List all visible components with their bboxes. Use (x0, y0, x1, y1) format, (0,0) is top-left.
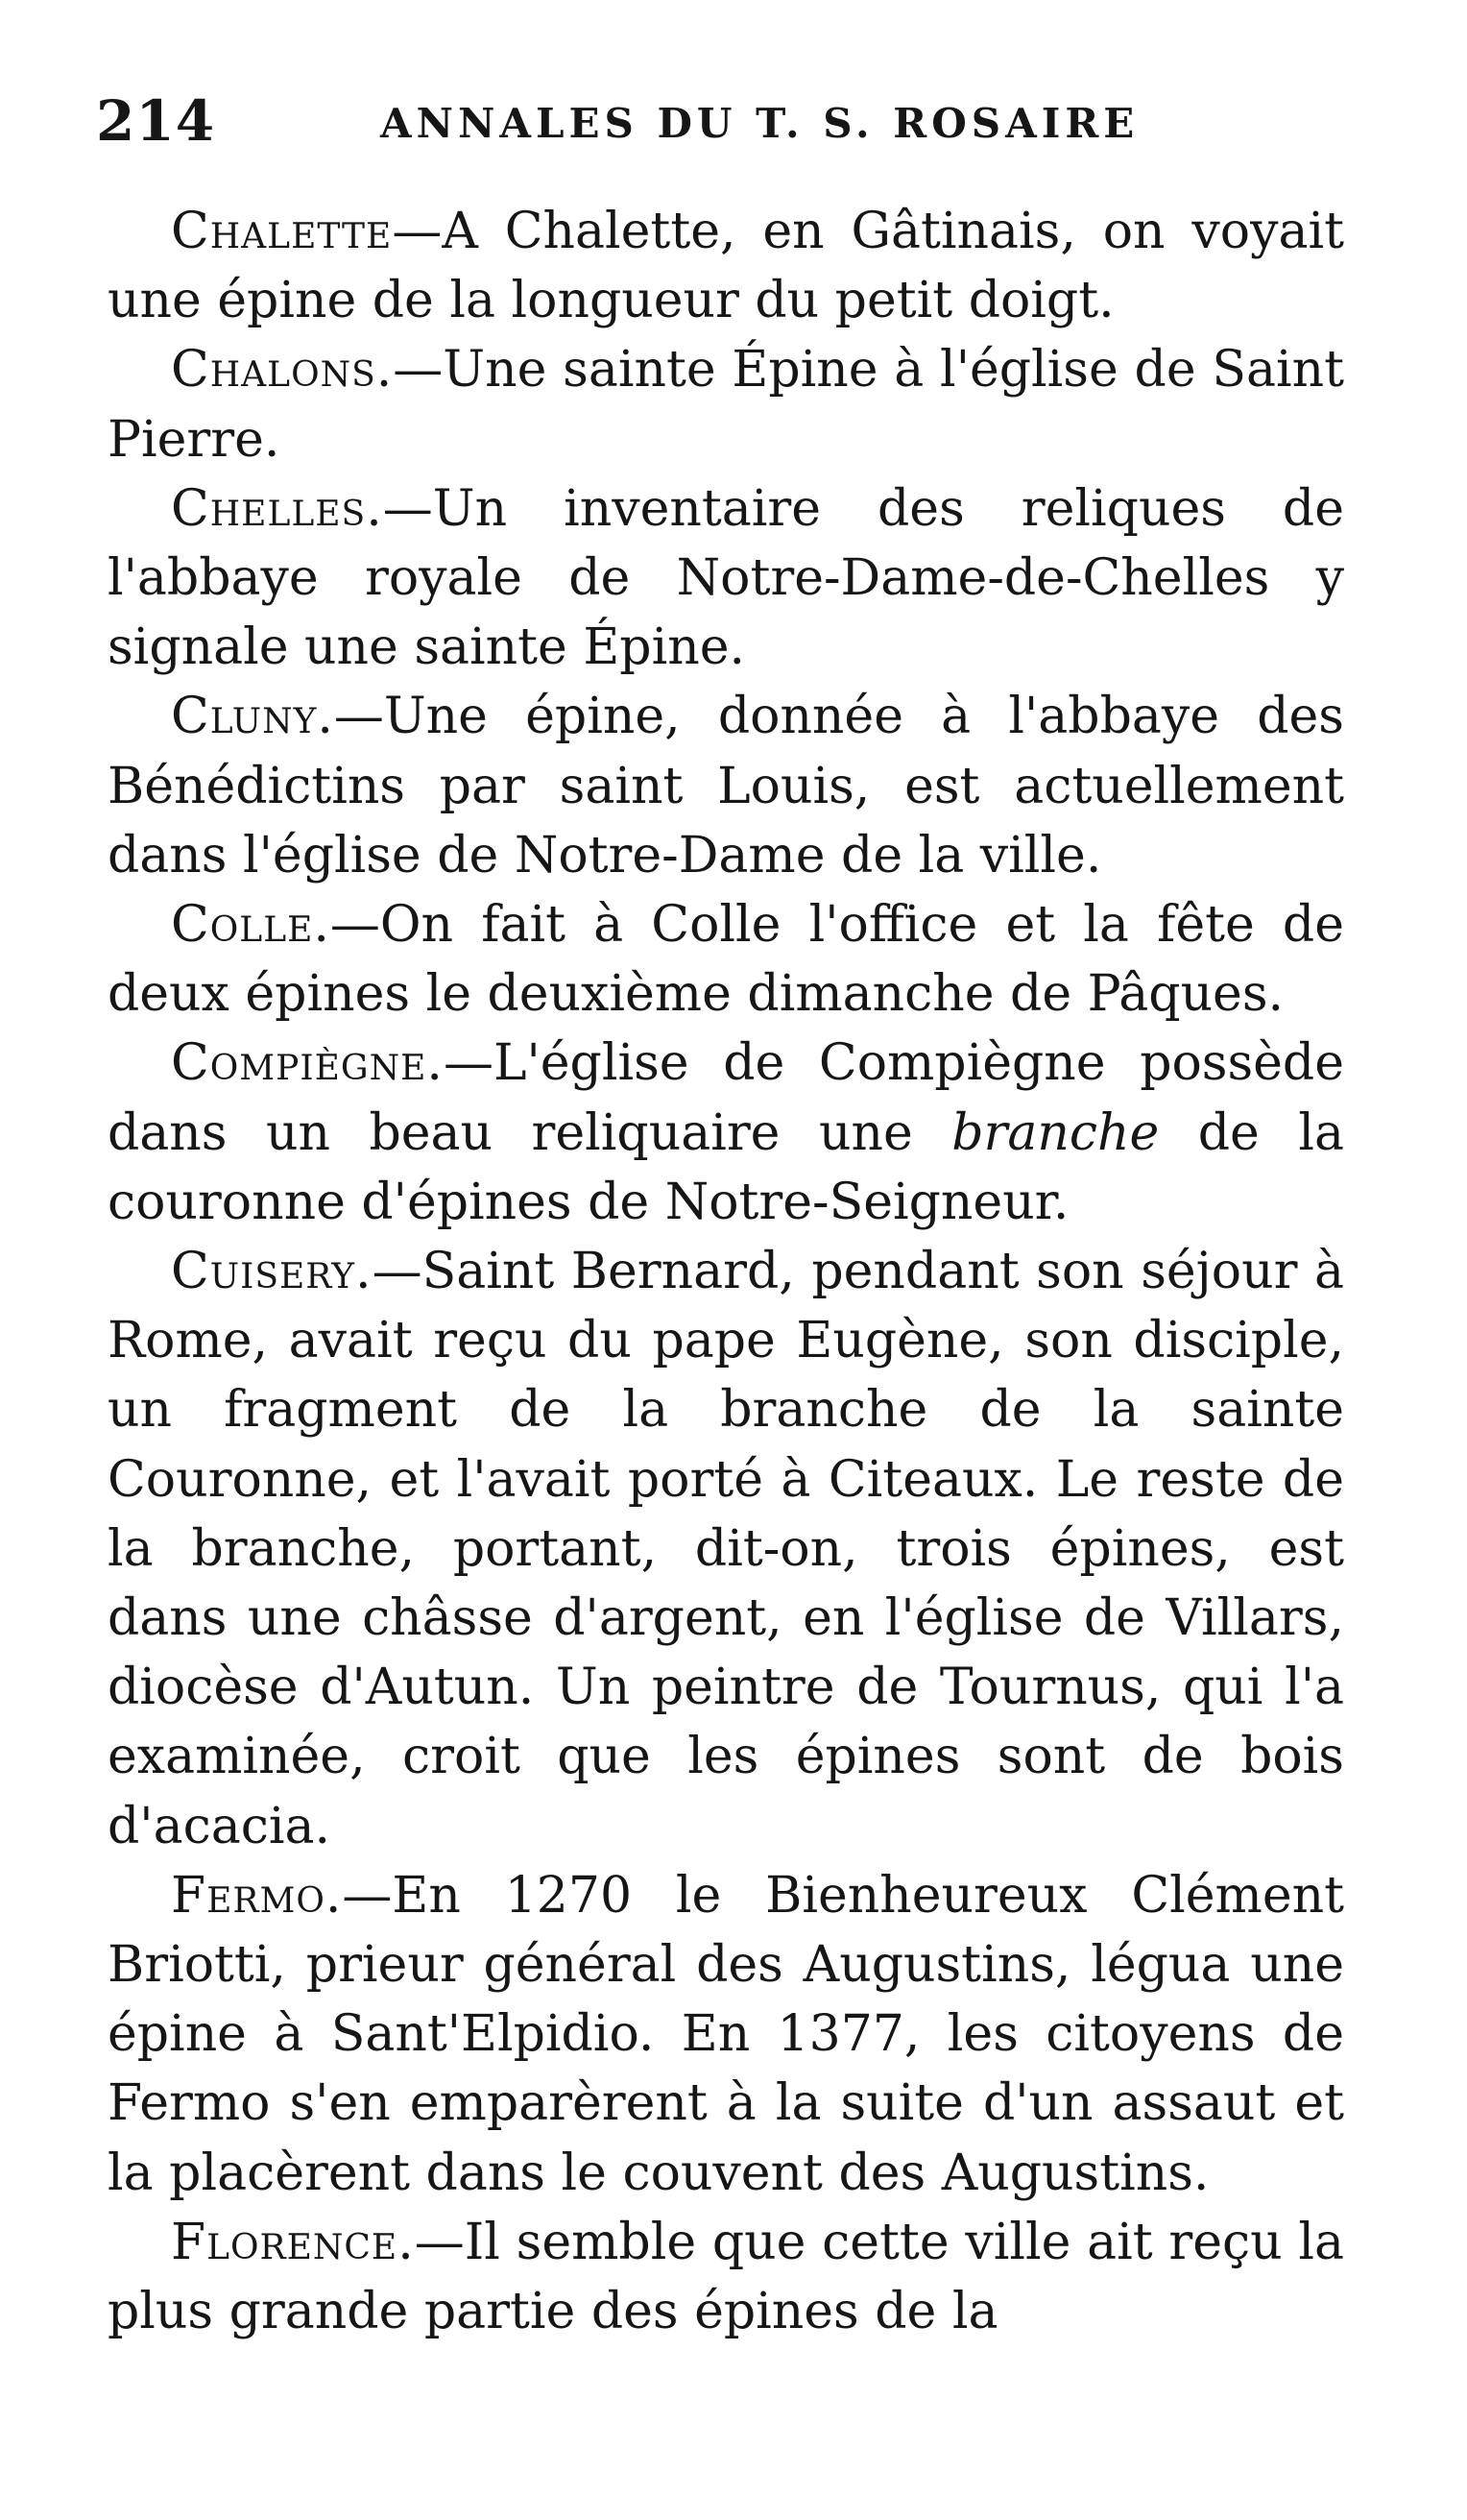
entry-heading: Cuisery. (171, 1243, 373, 1301)
entry-text: —Il semble que cette ville ait reçu la plus grande partie des épines de la (108, 2213, 1344, 2341)
entry-text: —En 1270 le Bienheureux Clément Briotti, prieur général des Augustins, légua une épine à Sant'Elpidio. En 1377, les citoyens de Fermo s'en emparèrent à la suite d'un assaut et la placèrent dans le couvent des Augustins. (108, 1866, 1344, 2202)
entry-fermo (108, 1861, 1344, 2208)
entry-chelles (108, 474, 1344, 683)
entry-text-after: de la couronne d'épines de Notre-Seigneur. (108, 1103, 1344, 1231)
entry-chalette (108, 197, 1344, 335)
entry-heading: Florence. (171, 2213, 415, 2271)
entry-text: —Une épine, donnée à l'abbaye des Bénédictins par saint Louis, est actuellement dans l'église de Notre-Dame de la ville. (108, 688, 1344, 884)
entry-heading: Cluny. (171, 688, 334, 746)
entry-text: —On fait à Colle l'office et la fête de deux épines le deuxième dimanche de Pâques. (108, 896, 1344, 1024)
entry-heading: Fermo. (171, 1866, 343, 1925)
entry-text: —Un inventaire des reliques de l'abbaye royale de Notre-Dame-de-Chelles y signale une sainte Épine. (108, 479, 1344, 677)
entry-text: —Une sainte Épine à l'église de Saint Pierre. (108, 341, 1344, 469)
entry-florence (108, 2208, 1344, 2346)
page-header (96, 88, 1344, 165)
entry-compiegne (108, 1029, 1344, 1237)
entry-cluny (108, 682, 1344, 890)
entry-heading: Compiègne. (171, 1034, 444, 1093)
entry-colle (108, 890, 1344, 1029)
entry-italic-word: branche (951, 1103, 1160, 1162)
entry-heading: Chelles. (171, 479, 383, 538)
body-text (108, 197, 1344, 2346)
entry-text: —Saint Bernard, pendant son séjour à Rome, avait reçu du pape Eugène, son disciple, un fragment de la branche de la sainte Couronne, et l'avait porté à Citeaux. Le reste de la branche, portant, dit-on, trois épines, est dans une châsse d'argent, en l'église de Villars, diocèse d'Autun. Un peintre de Tournus, qui l'a examinée, croit que les épines sont de bois d'acacia. (108, 1243, 1344, 1855)
entry-cuisery (108, 1237, 1344, 1861)
running-title: ANNALES DU T. S. ROSAIRE (380, 100, 1140, 147)
entry-text: —L'église de Compiègne possède dans un beau reliquaire une (108, 1034, 1344, 1162)
entry-chalons (108, 335, 1344, 473)
entry-heading: Chalons. (171, 341, 394, 400)
entry-heading: Chalette (171, 203, 393, 260)
entry-heading: Colle. (171, 896, 330, 955)
page-number: 214 (96, 88, 216, 154)
entry-text: —A Chalette, en Gâtinais, on voyait une épine de la longueur du petit doigt. (108, 203, 1344, 330)
